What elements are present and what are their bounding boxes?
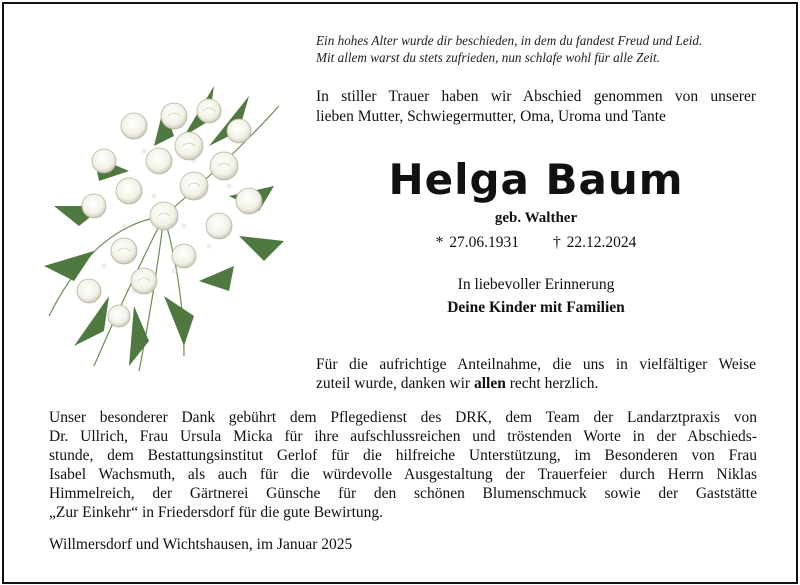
birth-name: geb. Walther [494, 210, 578, 226]
thanks-long-line: Himmelreich, der Gärtnerei Günsche für den schönen Blumenschmuck sowie der Gaststätte [49, 485, 757, 502]
birth-date: * 27.06.1931 [435, 234, 519, 251]
family-signature: Deine Kinder mit Familien [447, 299, 625, 316]
poem-line: Ein hohes Alter wurde dir beschieden, in dem du fandest Freud und Leid. [316, 33, 703, 48]
poem-verse [316, 33, 786, 66]
memory-line: In liebevoller Erinnerung [457, 276, 615, 293]
life-dates [316, 234, 756, 252]
intro-line: lieben Mutter, Schwiegermutter, Oma, Uroma und Tante [316, 107, 666, 125]
thanks-long-line: stunde, dem Bestattungsinstitut Gerlof für die hilfreiche Unterstützung, im Besonderen von Frau [49, 447, 757, 464]
thanks-long-line: Dr. Ullrich, Frau Ursula Micka für ihre aufschlussreichen und tröstenden Worte in der Abschieds- [49, 428, 757, 445]
place-date: Willmersdorf und Wichtshausen, im Januar 2025 [49, 536, 353, 553]
thanks-emphasis: allen [473, 375, 506, 392]
thanks-short [316, 355, 756, 393]
deceased-name: Helga Baum [388, 155, 684, 204]
flower-bouquet-icon [34, 66, 299, 376]
intro-text [316, 87, 756, 126]
thanks-line: Für die aufrichtige Anteilnahme, die uns in vielfältiger Weise [316, 356, 756, 373]
rose-bouquet-image [34, 66, 299, 376]
death-date: † 22.12.2024 [553, 234, 637, 251]
thanks-text: zuteil wurde, danken wir [316, 375, 471, 392]
thanks-long-line: Isabel Wachsmuth, als auch für die würdevolle Ausgestaltung der Trauerfeier durch Herrn Niklas [49, 466, 757, 483]
poem-line: Mit allem warst du stets zufrieden, nun schlafe wohl für alle Zeit. [316, 49, 660, 65]
intro-line: In stiller Trauer haben wir Abschied genommen von unserer [316, 88, 756, 105]
obituary-card [2, 2, 798, 584]
thanks-line [316, 374, 756, 393]
thanks-long-line: „Zur Einkehr“ in Friedersdorf für die gute Bewirtung. [49, 504, 384, 521]
thanks-text: recht herzlich. [509, 375, 599, 392]
thanks-long [49, 408, 757, 522]
thanks-long-line: Unser besonderer Dank gebührt dem Pflegedienst des DRK, dem Team der Landarztpraxis von [49, 409, 757, 426]
